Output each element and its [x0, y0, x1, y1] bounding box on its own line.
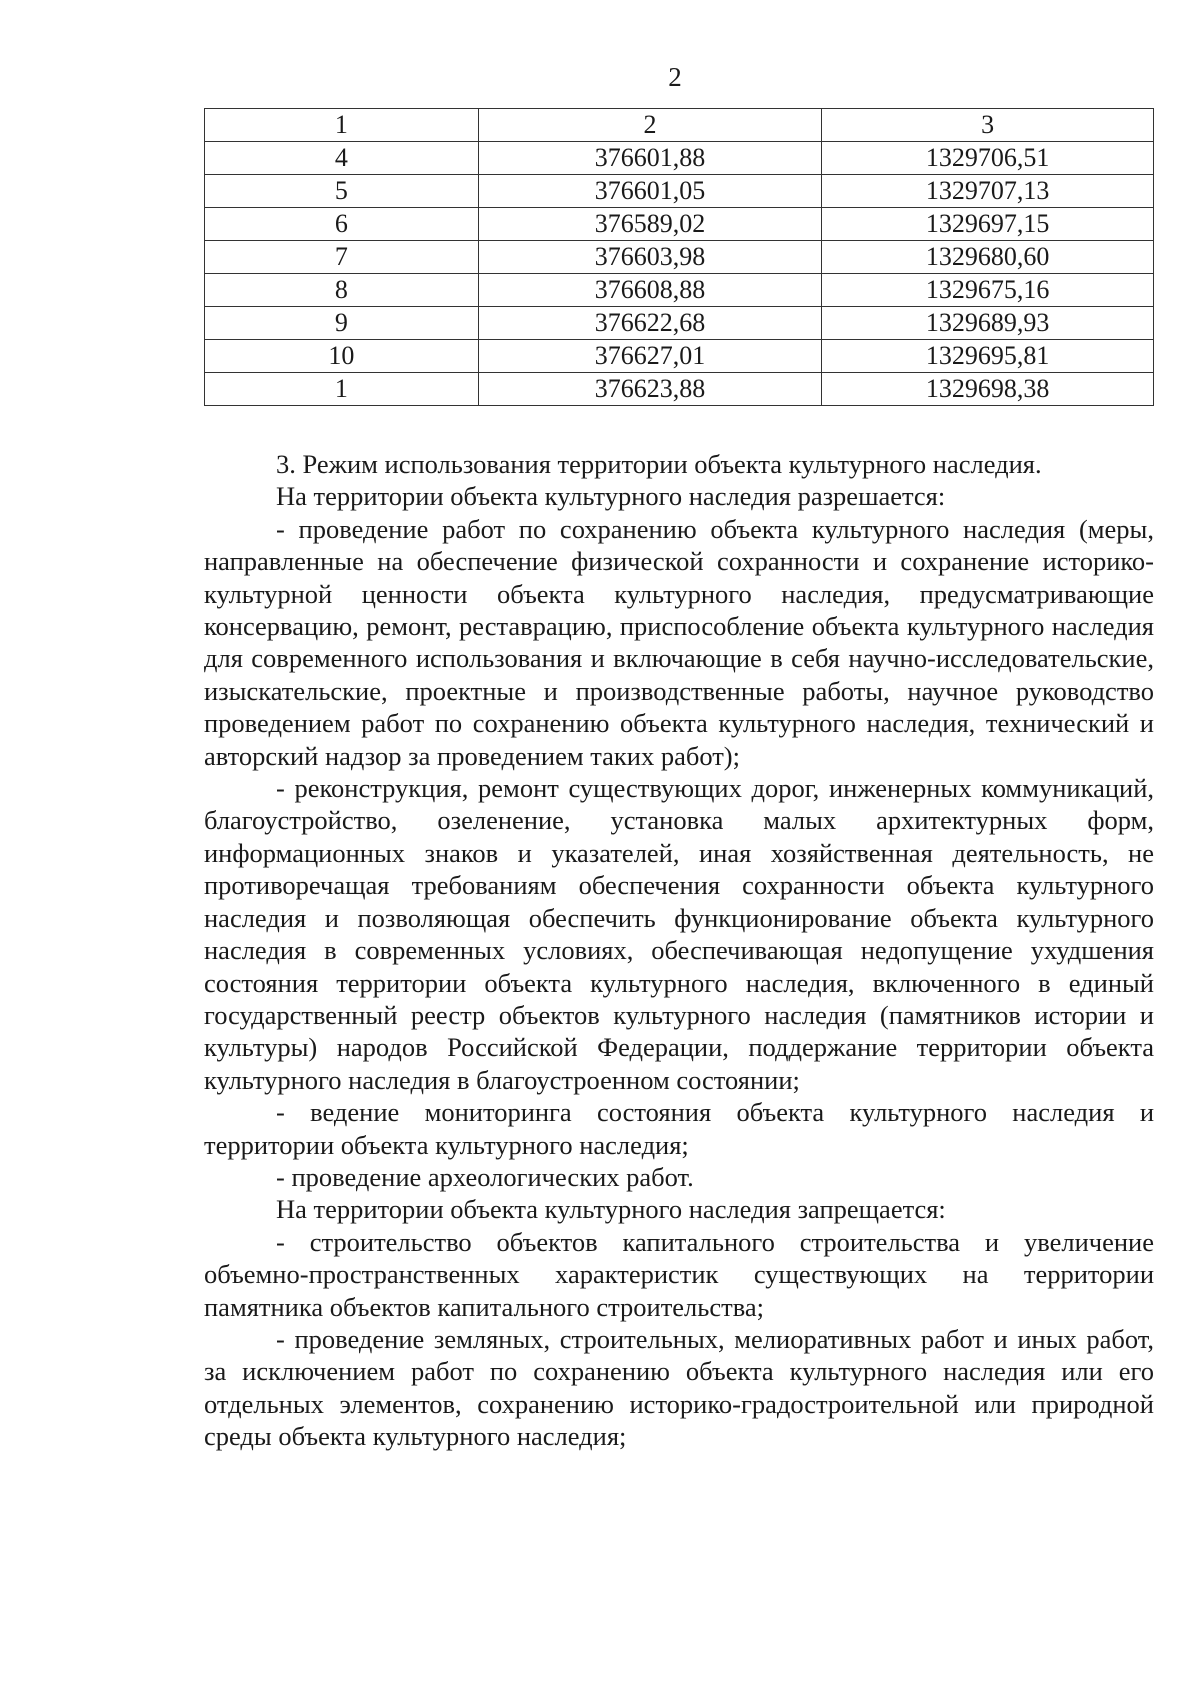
allowed-intro: На территории объекта культурного наследия разрешается: — [276, 481, 946, 512]
column-header-x: 2 — [478, 109, 822, 142]
prohibited-item: - строительство объектов капитального строительства и увеличение объемно-пространственных характеристик существующих на территории памятника объектов капитального строительства; — [204, 1226, 1154, 1322]
x-coordinate-cell: 376589,02 — [478, 208, 822, 241]
table-row — [205, 340, 1154, 373]
x-coordinate-cell: 376601,88 — [478, 142, 822, 175]
point-number-cell: 6 — [205, 208, 479, 241]
table-row — [205, 241, 1154, 274]
coordinates-table — [204, 108, 1154, 406]
point-number-cell: 10 — [205, 340, 479, 373]
y-coordinate-cell: 1329697,15 — [822, 208, 1154, 241]
section-heading: 3. Режим использования территории объекта культурного наследия. — [276, 449, 1042, 479]
page-number: 2 — [668, 62, 682, 92]
x-coordinate-cell: 376603,98 — [478, 241, 822, 274]
y-coordinate-cell: 1329695,81 — [822, 340, 1154, 373]
allowed-item: - проведение археологических работ. — [276, 1161, 694, 1192]
column-header-point: 1 — [205, 109, 479, 142]
y-coordinate-cell: 1329675,16 — [822, 274, 1154, 307]
table-row — [205, 175, 1154, 208]
x-coordinate-cell: 376623,88 — [478, 373, 822, 406]
y-coordinate-cell: 1329689,93 — [822, 307, 1154, 340]
point-number-cell: 8 — [205, 274, 479, 307]
x-coordinate-cell: 376608,88 — [478, 274, 822, 307]
point-number-cell: 4 — [205, 142, 479, 175]
table-row — [205, 274, 1154, 307]
column-header-y: 3 — [822, 109, 1154, 142]
table-header-row — [205, 109, 1154, 142]
prohibited-intro: На территории объекта культурного наследия запрещается: — [276, 1194, 946, 1225]
point-number-cell: 5 — [205, 175, 479, 208]
y-coordinate-cell: 1329706,51 — [822, 142, 1154, 175]
x-coordinate-cell: 376601,05 — [478, 175, 822, 208]
y-coordinate-cell: 1329698,38 — [822, 373, 1154, 406]
y-coordinate-cell: 1329680,60 — [822, 241, 1154, 274]
x-coordinate-cell: 376627,01 — [478, 340, 822, 373]
point-number-cell: 7 — [205, 241, 479, 274]
allowed-item: - проведение работ по сохранению объекта культурного наследия (меры, направленные на обеспечение физической сохранности и сохранение историко-культурной ценности объекта культурного наследия, предусматривающие консервацию, ремонт, реставрацию, приспособление объекта культурного наследия для современного использования и включающие в себя научно-исследовательские, изыскательские, проектные и производственные работы, научное руководство проведением работ по сохранению объекта культурного наследия, технический и авторский надзор за проведением таких работ); — [204, 513, 1154, 771]
point-number-cell: 9 — [205, 307, 479, 340]
table-row — [205, 208, 1154, 241]
table-row — [205, 373, 1154, 406]
allowed-item: - ведение мониторинга состояния объекта культурного наследия и территории объекта культурного наследия; — [204, 1097, 1154, 1160]
table-row — [205, 307, 1154, 340]
table-row — [205, 142, 1154, 175]
point-number-cell: 1 — [205, 373, 479, 406]
y-coordinate-cell: 1329707,13 — [822, 175, 1154, 208]
prohibited-item: - проведение земляных, строительных, мелиоративных работ и иных работ, за исключением работ по сохранению объекта культурного наследия или его отдельных элементов, сохранению историко-градостроительной или природной среды объекта культурного наследия; — [204, 1323, 1154, 1452]
x-coordinate-cell: 376622,68 — [478, 307, 822, 340]
document-body — [204, 448, 1154, 1453]
allowed-item: - реконструкция, ремонт существующих дорог, инженерных коммуникаций, благоустройство, озеленение, установка малых архитектурных форм, информационных знаков и указателей, иная хозяйственная деятельность, не противоречащая требованиям обеспечения сохранности объекта культурного наследия и позволяющая обеспечить функционирование объекта культурного наследия в современных условиях, обеспечивающая недопущение ухудшения состояния территории объекта культурного наследия, включенного в единый государственный реестр объектов культурного наследия (памятников истории и культуры) народов Российской Федерации, поддержание территории объекта культурного наследия в благоустроенном состоянии; — [204, 773, 1154, 1095]
